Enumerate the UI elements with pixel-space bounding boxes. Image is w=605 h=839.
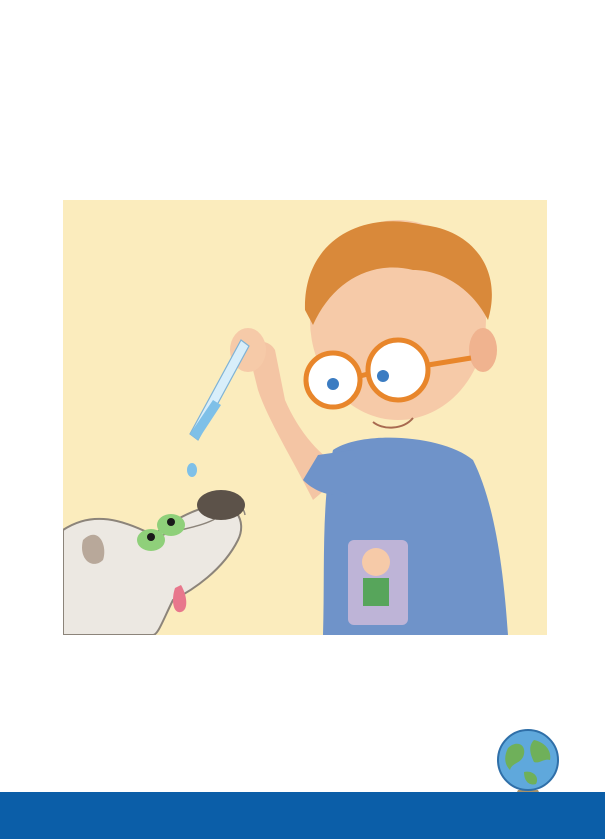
- illustration-boy-dog-straw: [63, 200, 547, 635]
- boy-eye: [327, 378, 339, 390]
- water-drop-icon: [187, 463, 197, 477]
- boy-eye: [377, 370, 389, 382]
- dog-nose: [197, 490, 245, 520]
- right-ornament-border: [585, 20, 603, 790]
- footer-bar: [0, 792, 605, 839]
- boy-ear: [469, 328, 497, 372]
- top-ornament-border: [0, 2, 605, 20]
